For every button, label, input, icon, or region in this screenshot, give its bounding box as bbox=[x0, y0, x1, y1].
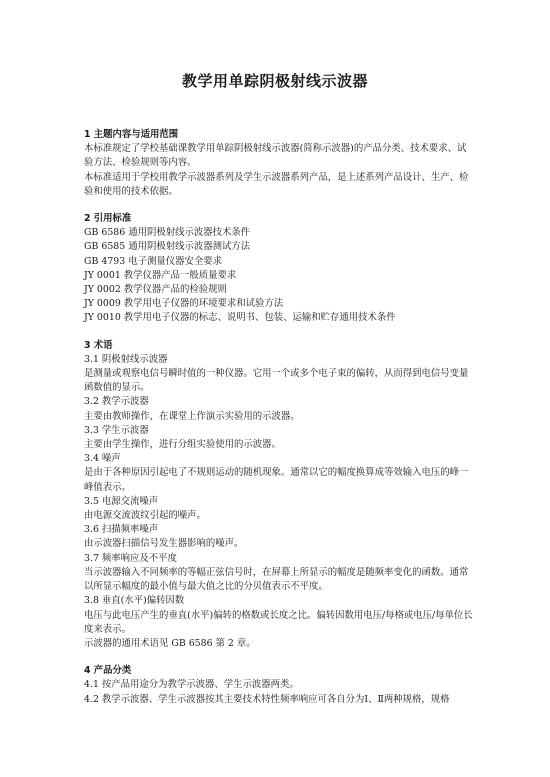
section-2-heading: 2 引用标准 bbox=[84, 213, 132, 225]
term-3-5-definition: 由电源交流波纹引起的噪声。 bbox=[84, 510, 206, 522]
reference-item: JY 0002 教学仪器产品的检验规则 bbox=[84, 284, 227, 296]
term-3-4-definition: 是由于各种原因引起电了不规则运动的随机现象。通常以它的幅度换算成等效输入电压的峰一峰值表示。 bbox=[84, 467, 469, 493]
reference-item: JY 0009 教学用电子仪器的环境要求和试验方法 bbox=[84, 298, 284, 310]
term-3-6-title: 3.6 扫描频率噪声 bbox=[84, 524, 159, 536]
section-1-para-2: 本标准适用于学校用教学示波器系列及学生示波器系列产品，是上述系列产品设计、生产、检验和使用的技术依据。 bbox=[84, 171, 469, 197]
terms-note: 示波器的通用术语见 GB 6586 第 2 章。 bbox=[84, 637, 256, 649]
section-1-heading: 1 主题内容与适用范围 bbox=[84, 129, 179, 140]
clause-4-2: 4.2 教学示波器、学生示波器按其主要技术特性频率响应可各自分为Ⅰ、Ⅱ两种规格，规格 bbox=[84, 693, 450, 705]
reference-item: GB 6585 通用阴极射线示波器测试方法 bbox=[84, 241, 251, 253]
reference-item: GB 4793 电子测量仪器安全要求 bbox=[84, 255, 222, 267]
term-3-3-definition: 主要由学生操作，进行分组实验使用的示波器。 bbox=[84, 439, 281, 451]
reference-item: GB 6586 通用阴极射线示波器技术条件 bbox=[84, 227, 251, 239]
term-3-5-title: 3.5 电源交流噪声 bbox=[84, 495, 159, 507]
term-3-2-title: 3.2 教学示波器 bbox=[84, 396, 149, 408]
term-3-4-title: 3.4 噪声 bbox=[84, 453, 121, 465]
section-3-heading: 3 术语 bbox=[84, 339, 113, 351]
term-3-1-definition: 是测量或观察电信号瞬时值的一种仪器。它用一个或多个电子束的偏转，从而得到电信号变量函数值的显示。 bbox=[84, 368, 469, 394]
reference-item: JY 0010 教学用电子仪器的标志、说明书、包装、运输和贮存通用技术条件 bbox=[84, 312, 396, 324]
clause-4-1: 4.1 按产品用途分为教学示波器、学生示波器两类。 bbox=[84, 679, 299, 691]
term-3-7-definition: 当示波器输入不同频率的等幅正弦信号时，在屏幕上所显示的幅度是随频率变化的函数。通常以所显示幅度的最小值与最大值之比的分贝值表示不平度。 bbox=[84, 566, 469, 593]
term-3-3-title: 3.3 学生示波器 bbox=[84, 424, 149, 436]
term-3-8-title: 3.8 垂直(水平)偏转因数 bbox=[84, 595, 185, 607]
section-4-heading: 4 产品分类 bbox=[84, 665, 132, 677]
term-3-6-definition: 由示波器扫描信号发生器影响的噪声。 bbox=[84, 538, 244, 550]
term-3-2-definition: 主要由教师操作，在课堂上作演示实验用的示波器。 bbox=[84, 410, 300, 422]
page-title: 教学用单踪阴极射线示波器 bbox=[181, 72, 368, 90]
term-3-8-definition: 电压与此电压产生的垂直(水平)偏转的格数或长度之比。偏转因数用电压/每格或电压/每单位长度来表示。 bbox=[84, 609, 473, 635]
term-3-1-title: 3.1 阴极射线示波器 bbox=[84, 353, 168, 365]
term-3-7-title: 3.7 频率响应及不平度 bbox=[84, 552, 177, 564]
section-1-para-1: 本标准规定了学校基础课教学用单踪阴极射线示波器(简称示波器)的产品分类、技术要求、试验方法、检验规则等内容。 bbox=[84, 143, 467, 169]
document-body bbox=[84, 128, 474, 707]
reference-item: JY 0001 教学仪器产品一般质量要求 bbox=[84, 269, 237, 281]
